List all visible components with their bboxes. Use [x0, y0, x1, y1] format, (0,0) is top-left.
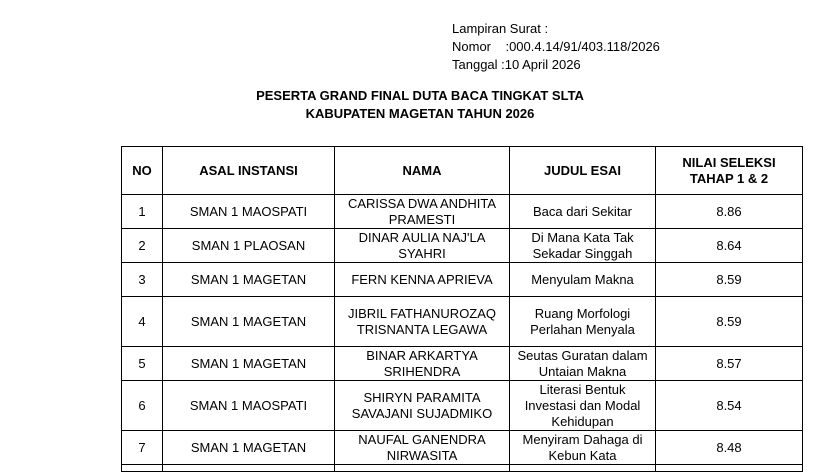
table-row [122, 381, 803, 431]
table-row [122, 431, 803, 465]
table-row-cut-off [122, 465, 803, 472]
document-subtitle: KABUPATEN MAGETAN TAHUN 2026 [305, 106, 535, 121]
cell-no: 5 [122, 347, 163, 381]
cell-nilai: 8.54 [656, 381, 803, 431]
header-nilai: NILAI SELEKSI TAHAP 1 & 2 [656, 147, 803, 195]
cell-instansi: SMAN 1 PLAOSAN [163, 229, 335, 263]
header-no: NO [122, 147, 163, 195]
table-row [122, 195, 803, 229]
nomor-line: Nomor :000.4.14/91/403.118/2026 [452, 39, 660, 54]
cell-judul: Di Mana Kata Tak Sekadar Singgah [510, 229, 656, 263]
header-nama: NAMA [335, 147, 510, 195]
cell-instansi: SMAN 1 MAGETAN [163, 263, 335, 297]
tanggal-line: Tanggal :10 April 2026 [452, 57, 581, 72]
cell-nilai: 8.64 [656, 229, 803, 263]
document-title: PESERTA GRAND FINAL DUTA BACA TINGKAT SLTA [256, 88, 584, 103]
cell-nama: BINAR ARKARTYA SRIHENDRA [335, 347, 510, 381]
cell-no: 4 [122, 297, 163, 347]
cell-no: 3 [122, 263, 163, 297]
table-header-row [122, 147, 803, 195]
cell-nama: CARISSA DWA ANDHITA PRAMESTI [335, 195, 510, 229]
cell-no: 6 [122, 381, 163, 431]
table-row [122, 347, 803, 381]
cell-nilai: 8.57 [656, 347, 803, 381]
header-judul: JUDUL ESAI [510, 147, 656, 195]
cell-nama: NAUFAL GANENDRA NIRWASITA [335, 431, 510, 465]
cell-no: 2 [122, 229, 163, 263]
cell-nama: DINAR AULIA NAJ'LA SYAHRI [335, 229, 510, 263]
cell-judul: Menyulam Makna [510, 263, 656, 297]
letter-reference [452, 20, 660, 74]
cell-instansi: SMAN 1 MAOSPATI [163, 381, 335, 431]
cell-nama: SHIRYN PARAMITA SAVAJANI SUJADMIKO [335, 381, 510, 431]
cell-judul: Ruang Morfologi Perlahan Menyala [510, 297, 656, 347]
cell-nama: JIBRIL FATHANUROZAQ TRISNANTA LEGAWA [335, 297, 510, 347]
cell-judul: Literasi Bentuk Investasi dan Modal Kehidupan [510, 381, 656, 431]
cell-nilai: 8.59 [656, 263, 803, 297]
cell-nilai: 8.59 [656, 297, 803, 347]
cell-nilai: 8.48 [656, 431, 803, 465]
cell-instansi: SMAN 1 MAOSPATI [163, 195, 335, 229]
cell-nama: FERN KENNA APRIEVA [335, 263, 510, 297]
cell-instansi: SMAN 1 MAGETAN [163, 347, 335, 381]
cell-no: 7 [122, 431, 163, 465]
cell-judul: Menyiram Dahaga di Kebun Kata [510, 431, 656, 465]
participants-table [121, 146, 803, 472]
cell-no: 1 [122, 195, 163, 229]
cell-nilai: 8.86 [656, 195, 803, 229]
header-instansi: ASAL INSTANSI [163, 147, 335, 195]
table-row [122, 263, 803, 297]
cell-judul: Baca dari Sekitar [510, 195, 656, 229]
lampiran-label: Lampiran Surat : [452, 21, 549, 36]
cell-judul: Seutas Guratan dalam Untaian Makna [510, 347, 656, 381]
table-row [122, 229, 803, 263]
table-row [122, 297, 803, 347]
cell-instansi: SMAN 1 MAGETAN [163, 431, 335, 465]
cell-instansi: SMAN 1 MAGETAN [163, 297, 335, 347]
